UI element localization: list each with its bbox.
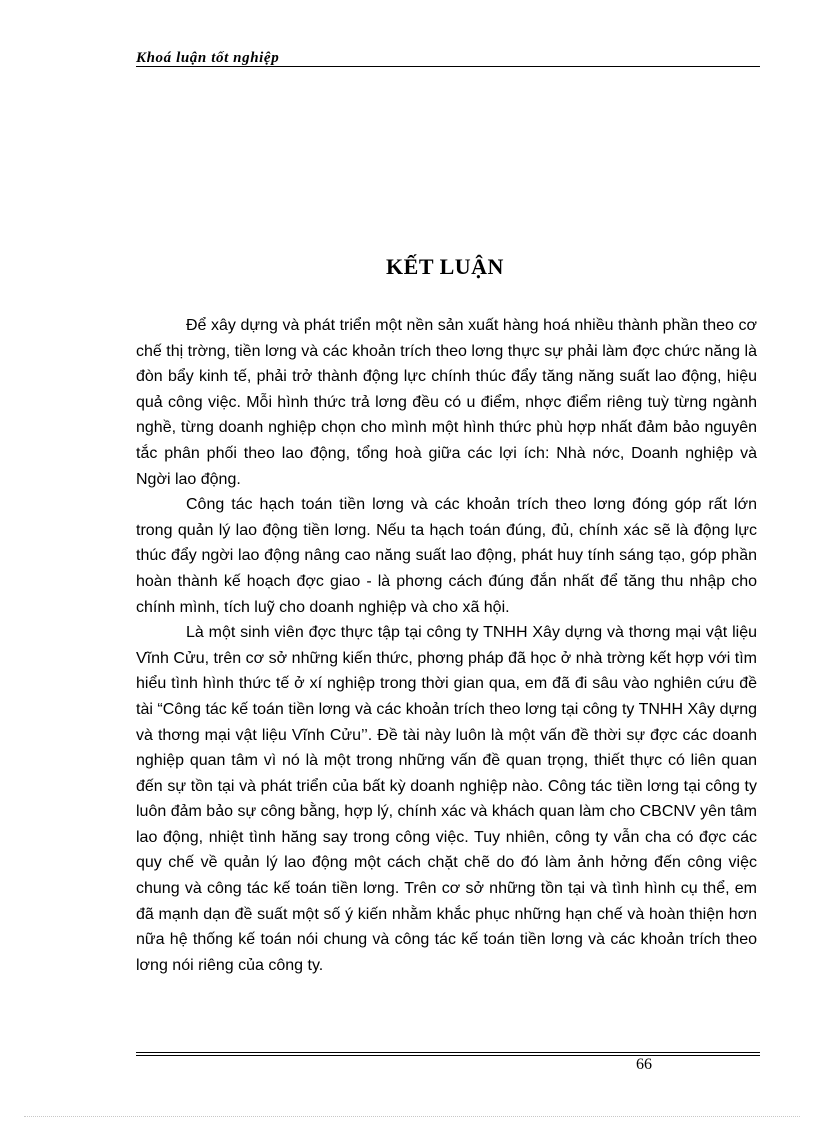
body-text (136, 313, 757, 978)
header-rule (136, 66, 760, 67)
paragraph-3: Là một sinh viên đợc thực tập tại công ty TNHH Xây dựng và thơng mại vật liệu Vĩnh Cửu, trên cơ sở những kiến thức, phơng pháp đã học ở nhà trờng kết hợp với tìm hiểu tình hình thức tế ở xí nghiệp trong thời gian qua, em đã đi sâu vào nghiên cứu đề tài “Công tác kế toán tiền lơng và các khoản trích theo lơng tại công ty TNHH Xây dựng và thơng mại vật liệu Vĩnh Cửu’’. Đề tài này luôn là một vấn đề thời sự đợc các doanh nghiệp quan tâm vì nó là một trong những vấn đề quan trọng, thiết thực có liên quan đến sự tồn tại và phát triển của bất kỳ doanh nghiệp nào. Công tác tiền lơng tại công ty luôn đảm bảo sự công bằng, hợp lý, chính xác và khách quan làm cho CBCNV yên tâm lao động, nhiệt tình hăng say trong công việc. Tuy nhiên, công ty vẫn cha có đợc các quy chế về quản lý lao động một cách chặt chẽ do đó làm ảnh hởng đến công việc chung và công tác kế toán tiền lơng. Trên cơ sở những tồn tại và tình hình cụ thể, em đã mạnh dạn đề suất một số ý kiến nhằm khắc phục những hạn chế và hoàn thiện hơn nữa hệ thống kế toán nói chung và công tác kế toán tiền lơng và các khoản trích theo lơng nói riêng của công ty. (136, 624, 757, 974)
paragraph-2: Công tác hạch toán tiền lơng và các khoản trích theo lơng đóng góp rất lớn trong quản lý lao động tiền lơng. Nếu ta hạch toán đúng, đủ, chính xác sẽ là động lực thúc đẩy ngời lao động nâng cao năng suất lao động, phát huy tính sáng tạo, góp phần hoàn thành kế hoạch đợc giao - là phơng cách đúng đắn nhất để tăng thu nhập cho chính mình, tích luỹ cho doanh nghiệp và cho xã hội. (136, 496, 757, 616)
page-heading: KẾT LUẬN (386, 254, 504, 279)
paragraph-1: Để xây dựng và phát triển một nền sản xuất hàng hoá nhiều thành phần theo cơ chế thị trờng, tiền lơng và các khoản trích theo lơng thực sự phải làm đợc chức năng là đòn bẩy kinh tế, phải trở thành động lực chính thúc đẩy tăng năng suất lao động, hiệu quả công việc. Mỗi hình thức trả lơng đều có u điểm, nhợc điểm riêng tuỳ từng ngành nghề, từng doanh nghiệp chọn cho mình một hình thức phù hợp nhất đảm bảo nguyên tắc phân phối theo lao động, tổng hoà giữa các lợi ích: Nhà nớc, Doanh nghiệp và Ngời lao động. (136, 317, 757, 488)
page-number: 66 (636, 1056, 652, 1073)
page-edge-line (24, 1116, 800, 1117)
footer-rule-bottom (136, 1055, 760, 1056)
footer-rule-top (136, 1052, 760, 1053)
running-header-title: Khoá luận tốt nghiệp (136, 50, 280, 66)
